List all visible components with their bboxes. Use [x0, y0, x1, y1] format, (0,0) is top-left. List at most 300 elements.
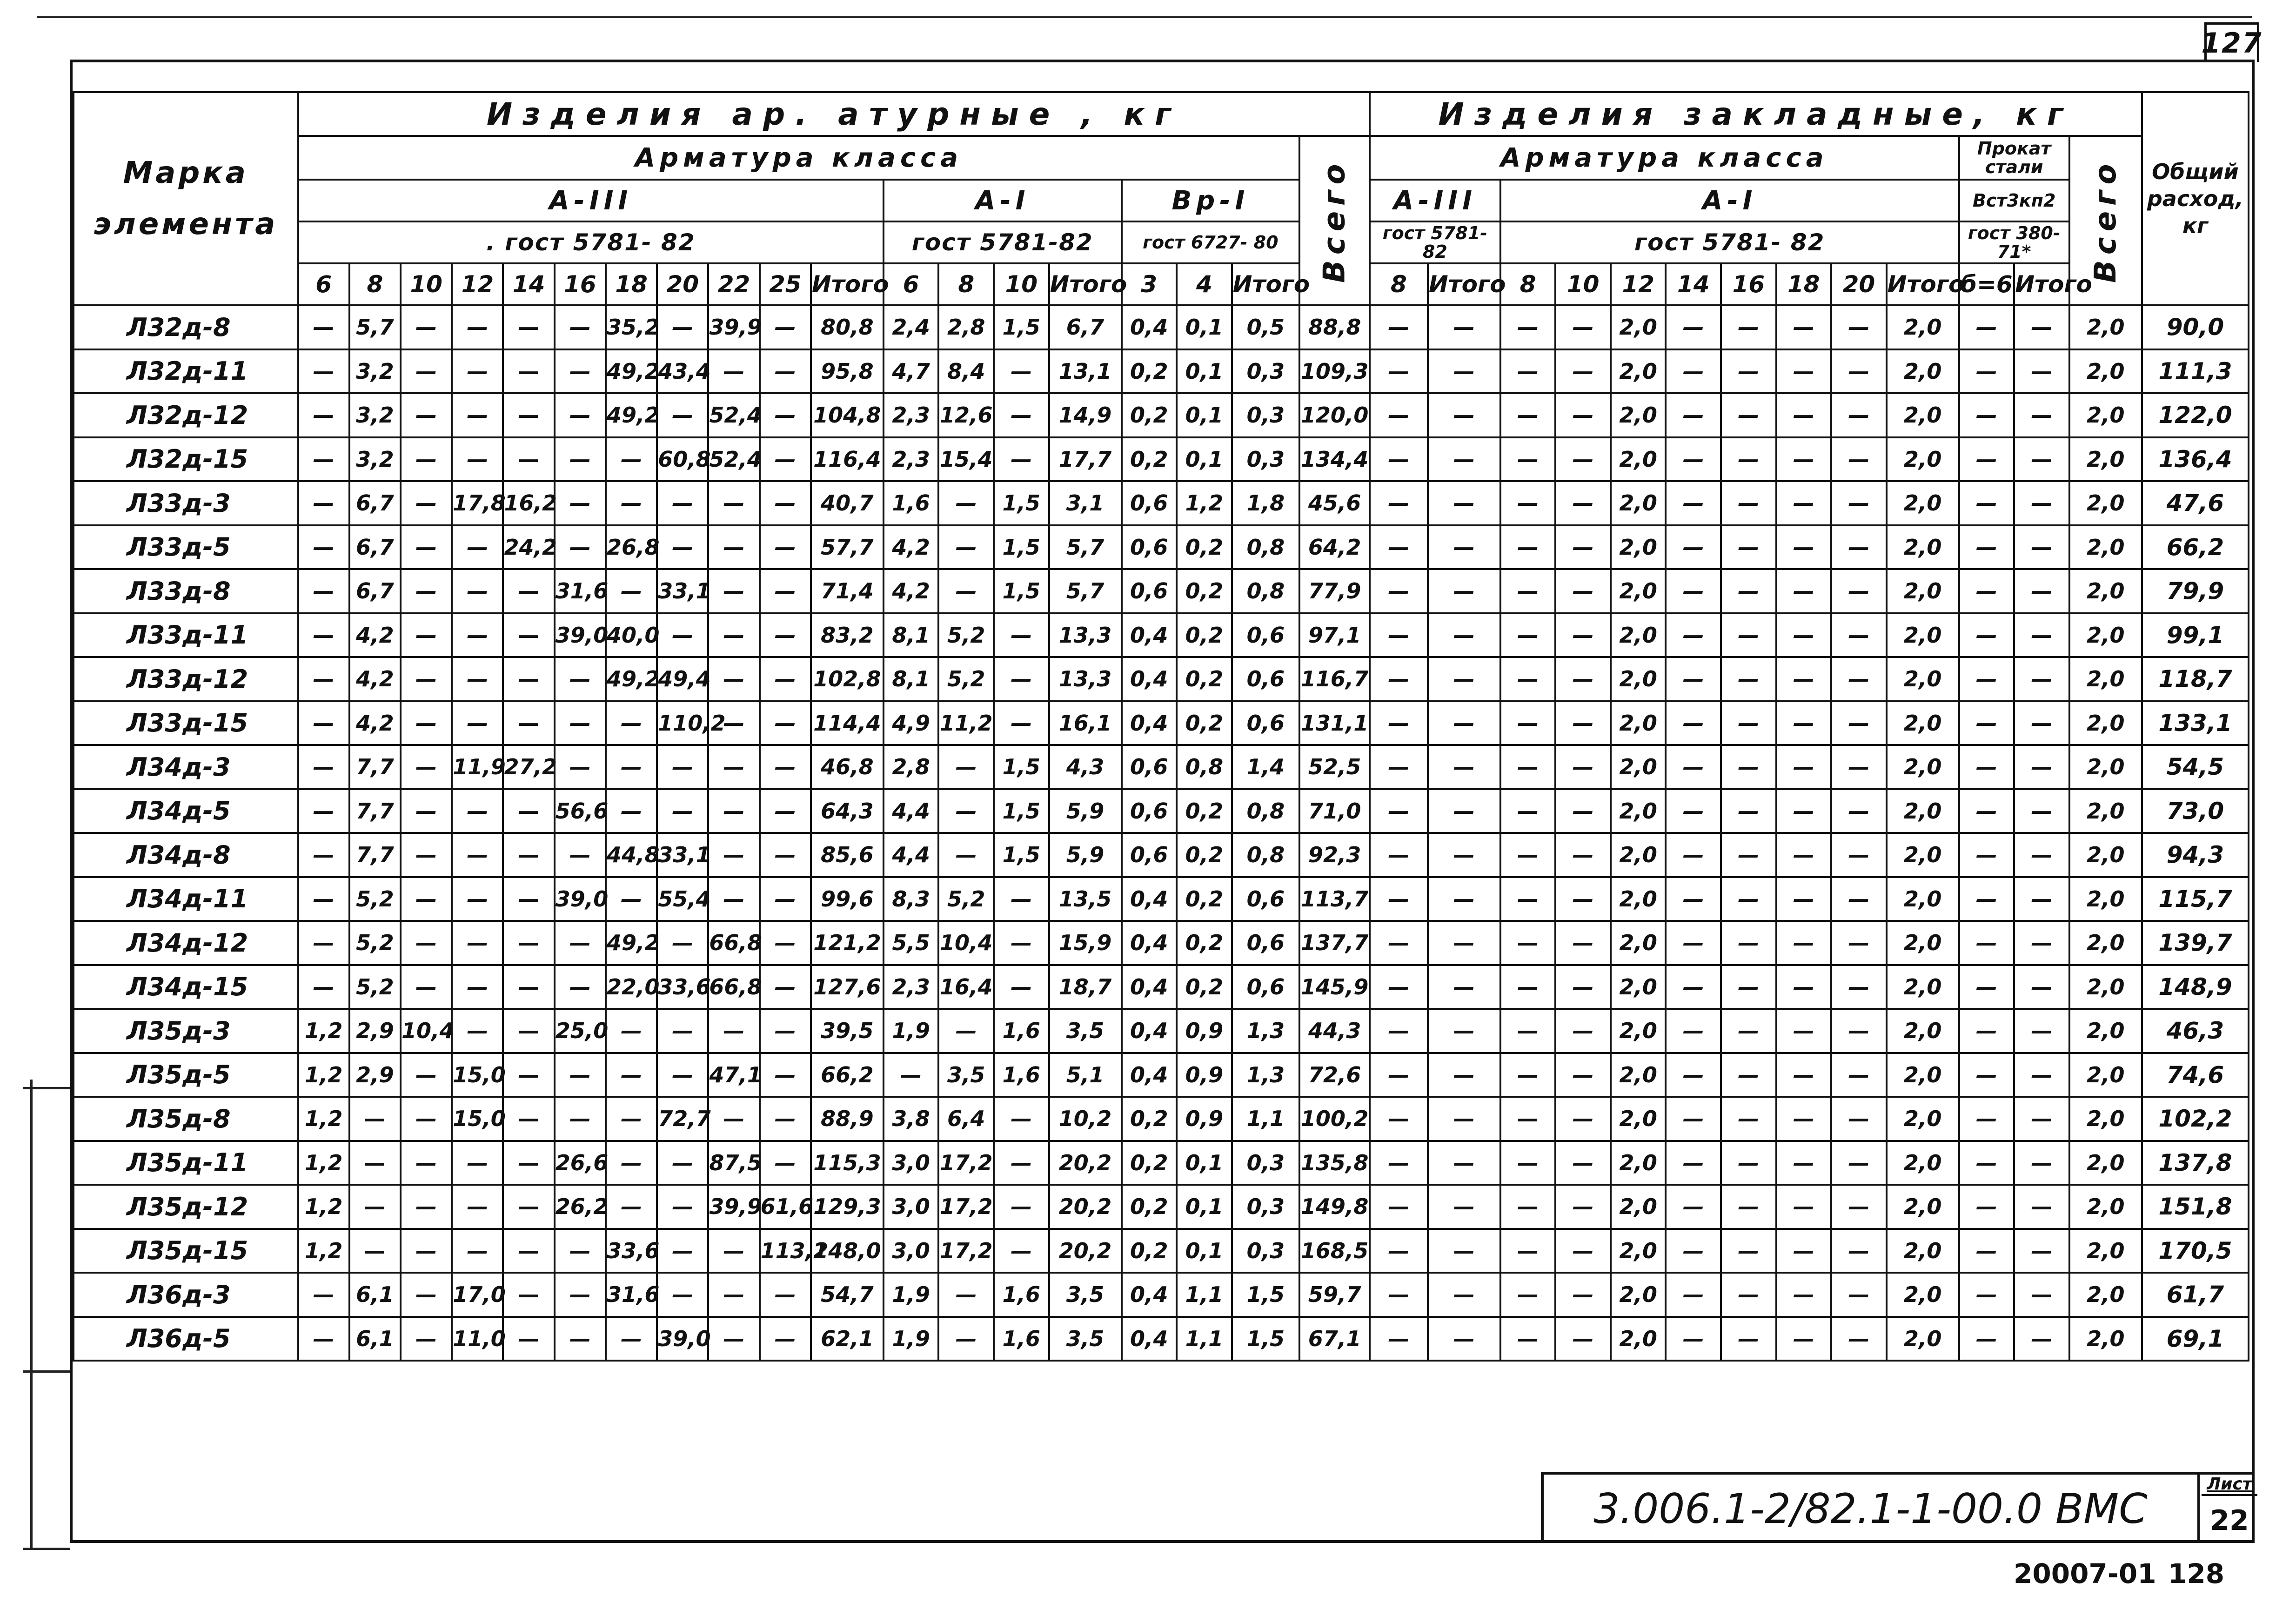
table-cell: — [657, 1273, 708, 1317]
table-cell: 0,1 [1177, 1229, 1232, 1273]
emb-a1-diameter-1: 10 [1555, 263, 1611, 305]
table-cell: — [1959, 657, 2015, 701]
table-cell: 17,7 [1049, 437, 1122, 482]
table-cell: — [1370, 657, 1428, 701]
table-cell: 1,5 [994, 525, 1049, 570]
element-mark: Л32д-8 [74, 305, 298, 349]
table-cell: 74,6 [2142, 1053, 2249, 1097]
sheet-number: 22 [2210, 1504, 2249, 1537]
table-cell: 33,6 [657, 965, 708, 1009]
table-cell: — [1776, 1141, 1832, 1185]
table-cell: 120,0 [1299, 393, 1370, 437]
table-cell: 14,9 [1049, 393, 1122, 437]
table-cell: — [401, 1053, 452, 1097]
table-cell: 0,2 [1177, 657, 1232, 701]
table-cell: 77,9 [1299, 569, 1370, 613]
table-cell: — [503, 305, 554, 349]
table-row [74, 481, 2249, 525]
table-cell: — [1666, 1141, 1721, 1185]
table-cell: — [349, 1229, 401, 1273]
table-cell: 5,9 [1049, 789, 1122, 833]
table-cell: 0,8 [1177, 745, 1232, 789]
table-cell: — [1776, 1053, 1832, 1097]
table-cell: — [452, 437, 503, 482]
table-cell: 2,0 [1611, 1185, 1666, 1229]
table-cell: — [1666, 525, 1721, 570]
table-cell: 97,1 [1299, 613, 1370, 657]
table-cell: — [1500, 921, 1556, 965]
table-cell: 5,2 [349, 965, 401, 1009]
table-cell: 12,6 [938, 393, 994, 437]
table-cell: 0,1 [1177, 1141, 1232, 1185]
table-cell: 2,0 [1887, 437, 1959, 482]
table-cell: — [503, 833, 554, 877]
arm-total-header: Всего [1299, 136, 1370, 305]
table-cell: — [1831, 965, 1887, 1009]
arm-a3-diameter-8: 22 [708, 263, 759, 305]
table-cell: — [1500, 525, 1556, 570]
table-cell: 2,0 [2069, 657, 2142, 701]
table-cell: 0,6 [1122, 833, 1177, 877]
table-cell: 6,7 [349, 525, 401, 570]
table-cell: 4,2 [349, 657, 401, 701]
table-cell: — [760, 1009, 811, 1053]
table-cell: 39,9 [708, 305, 759, 349]
table-row [74, 1317, 2249, 1361]
table-cell: — [1555, 437, 1611, 482]
table-cell: 4,7 [884, 349, 939, 394]
table-cell: 2,0 [1887, 1229, 1959, 1273]
table-cell: — [1776, 745, 1832, 789]
table-cell: — [1721, 1317, 1776, 1361]
table-cell: 6,4 [938, 1097, 994, 1141]
table-cell: — [606, 1141, 657, 1185]
table-cell: — [1370, 1185, 1428, 1229]
table-cell: 7,7 [349, 833, 401, 877]
table-cell: 16,4 [938, 965, 994, 1009]
table-cell: — [708, 349, 759, 394]
table-cell: 3,2 [349, 393, 401, 437]
table-cell: — [1721, 965, 1776, 1009]
table-cell: 0,6 [1232, 877, 1300, 921]
table-cell: — [1959, 877, 2015, 921]
element-mark: Л33д-3 [74, 481, 298, 525]
table-cell: 2,0 [2069, 1141, 2142, 1185]
table-cell: — [1555, 701, 1611, 745]
table-cell: — [938, 525, 994, 570]
table-cell: 2,0 [1887, 613, 1959, 657]
table-cell: 4,2 [884, 569, 939, 613]
table-cell: 113,7 [1299, 877, 1370, 921]
table-cell: — [2014, 305, 2069, 349]
table-cell: — [1776, 1317, 1832, 1361]
table-cell: — [1776, 437, 1832, 482]
element-mark: Л36д-5 [74, 1317, 298, 1361]
inventory-number: 20007-01 [2014, 1558, 2156, 1590]
element-mark: Л32д-12 [74, 393, 298, 437]
table-cell: — [1555, 569, 1611, 613]
table-cell: — [1831, 877, 1887, 921]
table-cell: — [994, 877, 1049, 921]
table-cell: 2,0 [1887, 569, 1959, 613]
table-cell: — [1721, 305, 1776, 349]
table-cell: 116,4 [811, 437, 884, 482]
table-cell: — [1555, 1097, 1611, 1141]
table-cell: — [1959, 789, 2015, 833]
table-cell: 148,9 [2142, 965, 2249, 1009]
table-cell: — [657, 613, 708, 657]
table-cell: 1,5 [1232, 1317, 1300, 1361]
table-cell: — [657, 1229, 708, 1273]
table-cell: — [298, 921, 349, 965]
table-cell: — [1721, 921, 1776, 965]
table-cell: 72,6 [1299, 1053, 1370, 1097]
table-cell: 1,5 [994, 789, 1049, 833]
table-cell: — [1428, 349, 1500, 394]
table-cell: — [1370, 833, 1428, 877]
table-cell: 0,4 [1122, 1317, 1177, 1361]
table-cell: 0,2 [1177, 965, 1232, 1009]
table-cell: 33,1 [657, 569, 708, 613]
table-cell: — [1370, 1053, 1428, 1097]
table-cell: 145,9 [1299, 965, 1370, 1009]
table-cell: 49,2 [606, 349, 657, 394]
table-cell: — [503, 701, 554, 745]
emb-a1-diameter-0: 8 [1500, 263, 1556, 305]
table-cell: — [1721, 569, 1776, 613]
table-cell: 39,0 [555, 877, 606, 921]
table-cell: — [2014, 1317, 2069, 1361]
table-row [74, 305, 2249, 349]
table-cell: 54,5 [2142, 745, 2249, 789]
table-cell: — [657, 789, 708, 833]
table-cell: 88,9 [811, 1097, 884, 1141]
table-cell: — [1776, 965, 1832, 1009]
table-cell: — [452, 701, 503, 745]
table-cell: — [503, 1273, 554, 1317]
table-cell: — [401, 657, 452, 701]
bottom-page-number: 128 [2168, 1558, 2225, 1590]
gost-bp1: гост 6727- 80 [1122, 221, 1300, 263]
table-cell: 0,4 [1122, 1053, 1177, 1097]
table-cell: — [503, 789, 554, 833]
table-cell: — [1666, 1229, 1721, 1273]
table-cell: 1,1 [1177, 1317, 1232, 1361]
table-cell: — [452, 1229, 503, 1273]
table-cell: 2,8 [938, 305, 994, 349]
table-cell: — [1959, 613, 2015, 657]
table-cell: 2,0 [1887, 305, 1959, 349]
table-row [74, 349, 2249, 394]
table-cell: — [1428, 1185, 1500, 1229]
table-cell: — [1959, 921, 2015, 965]
table-cell: 16,2 [503, 481, 554, 525]
table-cell: — [1555, 833, 1611, 877]
table-cell: 149,8 [1299, 1185, 1370, 1229]
table-cell: — [1721, 1097, 1776, 1141]
table-cell: — [1776, 525, 1832, 570]
arm-a3-diameter-1: 8 [349, 263, 401, 305]
table-cell: — [1831, 481, 1887, 525]
table-cell: — [1666, 437, 1721, 482]
table-cell: 56,6 [555, 789, 606, 833]
table-cell: — [657, 921, 708, 965]
table-cell: 2,0 [1611, 1273, 1666, 1317]
table-row [74, 1229, 2249, 1273]
table-cell: 2,0 [2069, 1097, 2142, 1141]
table-cell: 2,0 [1611, 305, 1666, 349]
element-mark: Л34д-5 [74, 789, 298, 833]
table-cell: 80,8 [811, 305, 884, 349]
table-row [74, 833, 2249, 877]
table-cell: 1,6 [994, 1317, 1049, 1361]
table-cell: — [503, 877, 554, 921]
element-mark: Л35д-15 [74, 1229, 298, 1273]
table-cell: 115,7 [2142, 877, 2249, 921]
table-cell: — [708, 789, 759, 833]
table-cell: — [298, 569, 349, 613]
table-cell: — [994, 349, 1049, 394]
table-cell: 2,0 [2069, 1185, 2142, 1229]
table-cell: — [349, 1185, 401, 1229]
table-cell: 0,2 [1177, 877, 1232, 921]
table-cell: — [298, 701, 349, 745]
document-code: 3.006.1-2/82.1-1-00.0 ВМС [1544, 1475, 2200, 1543]
table-cell: 0,4 [1122, 613, 1177, 657]
table-cell: 44,3 [1299, 1009, 1370, 1053]
table-cell: 67,1 [1299, 1317, 1370, 1361]
table-cell: 114,4 [811, 701, 884, 745]
table-cell: 3,5 [1049, 1273, 1122, 1317]
table-cell: — [760, 393, 811, 437]
table-cell: 60,8 [657, 437, 708, 482]
table-cell: 1,3 [1232, 1009, 1300, 1053]
table-cell: — [1428, 701, 1500, 745]
table-cell: — [503, 569, 554, 613]
table-cell: 6,1 [349, 1317, 401, 1361]
table-cell: — [1555, 921, 1611, 965]
table-cell: — [298, 393, 349, 437]
table-cell: — [503, 1317, 554, 1361]
table-cell: 85,6 [811, 833, 884, 877]
table-cell: 3,2 [349, 349, 401, 394]
table-cell: — [1959, 437, 2015, 482]
emb-class-header: Арматура класса [1370, 136, 1959, 180]
table-cell: — [1428, 481, 1500, 525]
table-cell: 61,6 [760, 1185, 811, 1229]
table-cell: 0,6 [1122, 569, 1177, 613]
table-cell: 27,2 [503, 745, 554, 789]
table-cell: 5,2 [938, 877, 994, 921]
table-cell: 90,0 [2142, 305, 2249, 349]
table-cell: — [1666, 965, 1721, 1009]
table-cell: — [1555, 965, 1611, 1009]
table-cell: 2,0 [2069, 921, 2142, 965]
table-cell: — [2014, 525, 2069, 570]
arm-a3-diameter-6: 18 [606, 263, 657, 305]
table-cell: — [1370, 1317, 1428, 1361]
table-cell: 4,3 [1049, 745, 1122, 789]
table-cell: — [555, 349, 606, 394]
table-cell: — [760, 1273, 811, 1317]
table-cell: 69,1 [2142, 1317, 2249, 1361]
table-cell: 0,2 [1122, 1185, 1177, 1229]
table-cell: 2,0 [1611, 833, 1666, 877]
table-cell: 2,0 [1611, 965, 1666, 1009]
table-cell: — [401, 569, 452, 613]
table-cell: — [401, 525, 452, 570]
table-cell: 5,5 [884, 921, 939, 965]
table-cell: — [1721, 349, 1776, 394]
table-cell: — [1500, 965, 1556, 1009]
table-cell: — [1831, 789, 1887, 833]
table-cell: 2,0 [2069, 745, 2142, 789]
table-cell: — [1776, 877, 1832, 921]
table-cell: — [1721, 789, 1776, 833]
table-cell: — [1721, 877, 1776, 921]
table-cell: — [708, 613, 759, 657]
table-cell: 18,7 [1049, 965, 1122, 1009]
table-cell: — [2014, 569, 2069, 613]
table-cell: 2,0 [2069, 393, 2142, 437]
table-cell: — [994, 657, 1049, 701]
element-mark: Л35д-5 [74, 1053, 298, 1097]
table-cell: 31,6 [555, 569, 606, 613]
table-cell: 2,0 [1611, 393, 1666, 437]
table-cell: — [1831, 525, 1887, 570]
table-cell: — [1666, 393, 1721, 437]
table-cell: 109,3 [1299, 349, 1370, 394]
table-cell: 2,0 [2069, 613, 2142, 657]
table-cell: 0,6 [1232, 965, 1300, 1009]
table-cell: — [884, 1053, 939, 1097]
specification-table [73, 91, 2249, 1362]
table-cell: — [503, 393, 554, 437]
table-cell: — [1831, 701, 1887, 745]
table-cell: 2,0 [1887, 1053, 1959, 1097]
table-cell: — [760, 1053, 811, 1097]
table-cell: 0,9 [1177, 1009, 1232, 1053]
table-cell: — [1370, 877, 1428, 921]
table-cell: 2,0 [2069, 789, 2142, 833]
table-cell: 71,0 [1299, 789, 1370, 833]
table-cell: — [2014, 1009, 2069, 1053]
table-cell: — [1555, 613, 1611, 657]
table-cell: — [1666, 1273, 1721, 1317]
table-cell: — [1555, 1317, 1611, 1361]
table-cell: — [1721, 833, 1776, 877]
table-cell: 2,0 [2069, 965, 2142, 1009]
table-cell: 102,8 [811, 657, 884, 701]
table-cell: — [1428, 789, 1500, 833]
element-mark: Л33д-11 [74, 613, 298, 657]
table-cell: 2,0 [1611, 745, 1666, 789]
table-row [74, 1141, 2249, 1185]
table-cell: 1,2 [298, 1185, 349, 1229]
table-cell: — [1959, 745, 2015, 789]
table-cell: — [452, 613, 503, 657]
table-cell: 11,2 [938, 701, 994, 745]
table-cell: — [503, 1141, 554, 1185]
table-cell: — [401, 1317, 452, 1361]
table-cell: — [657, 745, 708, 789]
table-cell: — [1959, 569, 2015, 613]
table-cell: 59,7 [1299, 1273, 1370, 1317]
table-cell: 1,4 [1232, 745, 1300, 789]
element-mark: Л33д-15 [74, 701, 298, 745]
table-cell: — [555, 525, 606, 570]
table-cell: — [1776, 1273, 1832, 1317]
table-cell: — [1959, 1273, 2015, 1317]
table-cell: 113,2 [760, 1229, 811, 1273]
table-cell: — [1500, 1009, 1556, 1053]
table-cell: — [1500, 1229, 1556, 1273]
table-cell: 0,2 [1177, 701, 1232, 745]
table-cell: — [401, 613, 452, 657]
table-cell: — [1500, 877, 1556, 921]
table-cell: — [401, 1273, 452, 1317]
table-cell: 137,7 [1299, 921, 1370, 965]
gost-rolled: гост 380-71* [1959, 221, 2069, 263]
emb-total-header: Всего [2069, 136, 2142, 305]
table-cell: — [1721, 1141, 1776, 1185]
table-cell: — [994, 1097, 1049, 1141]
table-cell: 54,7 [811, 1273, 884, 1317]
table-cell: — [1370, 965, 1428, 1009]
table-cell: — [1370, 745, 1428, 789]
gost-emb-a3: гост 5781-82 [1370, 221, 1500, 263]
table-cell: 2,4 [884, 305, 939, 349]
table-cell: — [1428, 745, 1500, 789]
table-cell: 2,0 [1611, 437, 1666, 482]
table-cell: — [1428, 1317, 1500, 1361]
table-cell: — [1959, 349, 2015, 394]
table-cell: — [994, 1185, 1049, 1229]
table-cell: 2,0 [1611, 701, 1666, 745]
table-row [74, 569, 2249, 613]
table-cell: — [1959, 1185, 2015, 1229]
table-row [74, 1053, 2249, 1097]
table-cell: — [1666, 745, 1721, 789]
table-cell: — [1831, 437, 1887, 482]
table-cell: 0,2 [1122, 393, 1177, 437]
table-cell: 0,6 [1232, 921, 1300, 965]
table-cell: — [401, 877, 452, 921]
table-row [74, 1097, 2249, 1141]
table-cell: 0,3 [1232, 1185, 1300, 1229]
table-row [74, 701, 2249, 745]
table-cell: — [1555, 789, 1611, 833]
table-row [74, 437, 2249, 482]
table-cell: — [657, 1185, 708, 1229]
table-cell: 4,2 [349, 701, 401, 745]
table-cell: — [555, 921, 606, 965]
table-cell: 2,0 [1887, 1009, 1959, 1053]
table-cell: — [555, 481, 606, 525]
table-cell: — [503, 965, 554, 1009]
element-mark: Л32д-15 [74, 437, 298, 482]
table-cell: — [938, 745, 994, 789]
table-cell: 15,0 [452, 1053, 503, 1097]
table-cell: 2,3 [884, 437, 939, 482]
table-cell: — [938, 569, 994, 613]
table-cell: — [1831, 613, 1887, 657]
table-cell: — [1959, 1097, 2015, 1141]
table-cell: — [452, 305, 503, 349]
table-cell: 2,0 [2069, 1009, 2142, 1053]
table-cell: 20,2 [1049, 1185, 1122, 1229]
table-cell: — [1428, 1273, 1500, 1317]
